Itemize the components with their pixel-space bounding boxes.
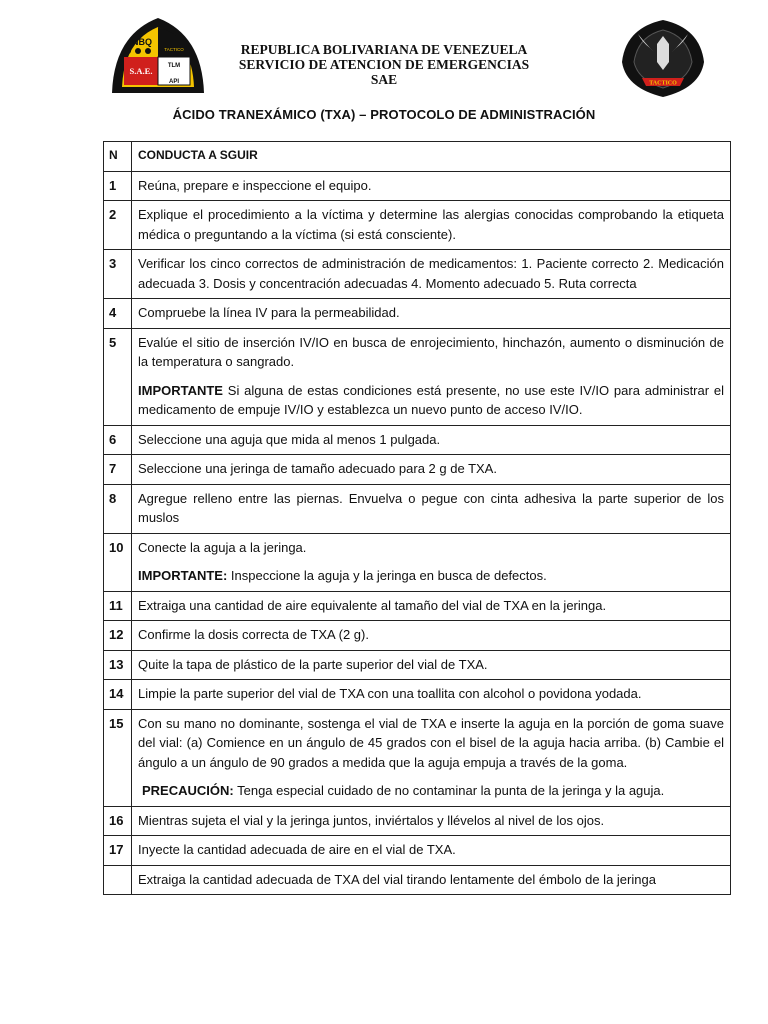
step-number: 11 [104,591,132,621]
step-number: 16 [104,806,132,836]
table-header-row [104,142,731,172]
step-note [138,381,724,420]
step-number: 6 [104,425,132,455]
step-number [104,865,132,895]
logo-left-main: S.A.E. [129,66,153,76]
protocol-table [103,141,731,895]
table-row [104,299,731,329]
table-row [104,591,731,621]
step-text: Seleccione una aguja que mida al menos 1 pulgada. [132,425,731,455]
note-text: Si alguna de estas condiciones está presente, no use este IV/IO para administrar el medicamento de empuje IV/IO y establezca un nuevo punto de acceso IV/IO. [138,382,724,417]
logo-left-nbq: NBQ [132,37,152,47]
step-number: 7 [104,455,132,485]
note-label: IMPORTANTE [138,382,223,398]
header-line-2: SERVICIO DE ATENCION DE EMERGENCIAS [238,57,530,72]
header-conduct: CONDUCTA A SGUIR [132,142,731,172]
table-row [104,201,731,250]
header-line-1: REPUBLICA BOLIVARIANA DE VENEZUELA [240,42,528,57]
step-text: Limpie la parte superior del vial de TXA con una toallita con alcohol o povidona yodada. [132,680,731,710]
step-number: 8 [104,484,132,533]
step-cell [132,328,731,425]
step-cell [132,533,731,591]
step-number: 3 [104,250,132,299]
step-text: Quite la tapa de plástico de la parte superior del vial de TXA. [132,650,731,680]
step-text: Inyecte la cantidad adecuada de aire en el vial de TXA. [132,836,731,866]
step-number: 5 [104,328,132,425]
table-row [104,425,731,455]
step-text: Confirme la dosis correcta de TXA (2 g). [132,621,731,651]
step-text: Explique el procedimiento a la víctima y determine las alergias conocidas comprobando la etiqueta médica o preguntando a la víctima (si está consciente). [132,201,731,250]
step-text: Mientras sujeta el vial y la jeringa juntos, inviértalos y llévelos al nivel de los ojos. [132,806,731,836]
table-row [104,533,731,591]
step-note [138,781,724,801]
logo-left-api: API [168,79,180,85]
step-cell [132,709,731,806]
step-number: 14 [104,680,132,710]
table-row [104,250,731,299]
step-text: Verificar los cinco correctos de administración de medicamentos: 1. Paciente correcto 2. Medicación adecuada 3. Dosis y concentración adecuadas 4. Momento adecuado 5. Ruta correcta [132,250,731,299]
note-label: PRECAUCIÓN: [142,783,234,798]
protocol-title: ÁCIDO TRANEXÁMICO (TXA) – PROTOCOLO DE ADMINISTRACIÓN [172,107,596,122]
table-row [104,680,731,710]
step-text: Extraiga una cantidad de aire equivalente al tamaño del vial de TXA en la jeringa. [132,591,731,621]
logo-left-tag: TACTICO [164,47,184,52]
note-text: Inspeccione la aguja y la jeringa en busca de defectos. [227,568,547,583]
note-text: Tenga especial cuidado de no contaminar la punta de la jeringa y la aguja. [233,783,665,798]
step-number: 12 [104,621,132,651]
logo-right-label: TACTICO [649,80,677,87]
table-row [104,836,731,866]
step-text: Con su mano no dominante, sostenga el vial de TXA e inserte la aguja en la porción de goma suave del vial: (a) Comience en un ángulo de 45 grados con el bisel de la aguja hacia arriba. (b) Cambie el ángulo a un ángulo de 90 grados a medida que la aguja empuja a través de la goma. [138,715,724,770]
step-note [138,566,724,586]
table-row [104,171,731,201]
step-text: Evalúe el sitio de inserción IV/IO en busca de enrojecimiento, hinchazón, aumento o disminución de la temperatura o sangrado. [138,334,724,369]
table-row [104,650,731,680]
table-row [104,328,731,425]
step-number: 2 [104,201,132,250]
logo-left-tlm: TLM [167,63,181,69]
table-row [104,806,731,836]
step-text: Compruebe la línea IV para la permeabilidad. [132,299,731,329]
step-number: 13 [104,650,132,680]
step-text: Extraiga la cantidad adecuada de TXA del vial tirando lentamente del émbolo de la jeringa [132,865,731,895]
step-number: 17 [104,836,132,866]
step-number: 15 [104,709,132,806]
step-text: Seleccione una jeringa de tamaño adecuado para 2 g de TXA. [132,455,731,485]
step-text: Agregue relleno entre las piernas. Envuelva o pegue con cinta adhesiva la parte superior de los muslos [132,484,731,533]
table-row [104,621,731,651]
step-text: Conecte la aguja a la jeringa. [138,539,307,555]
tactico-shield-logo [620,18,706,98]
step-text: Reúna, prepare e inspeccione el equipo. [132,171,731,201]
table-row [104,455,731,485]
table-row [104,709,731,806]
table-row [104,865,731,895]
step-number: 10 [104,533,132,591]
note-label: IMPORTANTE: [138,568,228,583]
table-row [104,484,731,533]
header-n: N [104,142,132,172]
step-number: 1 [104,171,132,201]
step-number: 4 [104,299,132,329]
header-line-3: SAE [370,72,398,87]
